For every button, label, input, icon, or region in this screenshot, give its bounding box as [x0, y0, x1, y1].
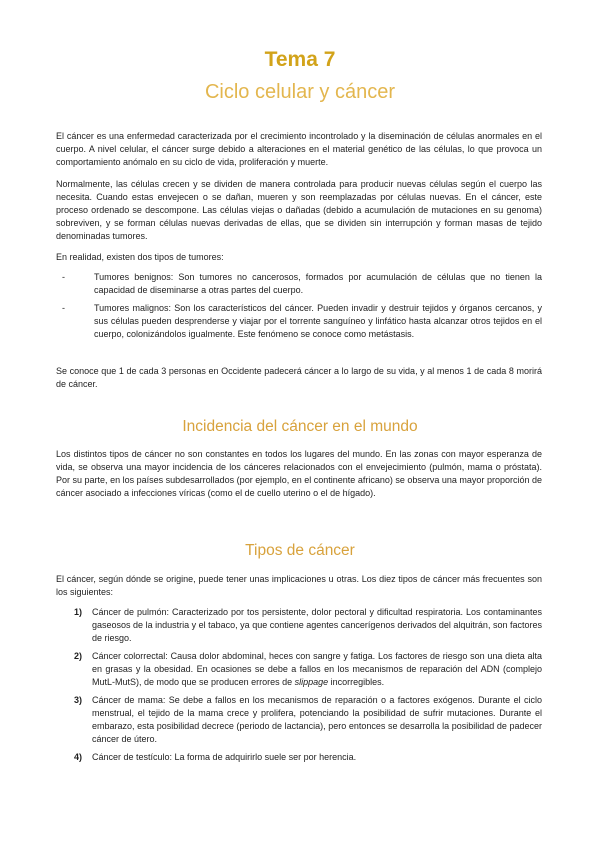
list-item-text-part: Cáncer colorrectal: Causa dolor abdominal, heces con sangre y fatiga. Los factores de riesgo son una dieta alta en grasas y la obesidad. En ocasiones se debe a fallos en los mecanismos de reparación del ADN (complejo MutL-MutS), de modo que se producen errores de	[92, 651, 542, 687]
list-number: 1)	[74, 607, 83, 617]
list-item-text: Cáncer de pulmón: Caracterizado por tos persistente, dolor pectoral y dificultad respiratoria. Los contaminantes gaseosos de la industria y el tabaco, ya que contiene agentes cancerígenos derivados del alquitrán, son factores de riesgo.	[92, 607, 542, 643]
list-item	[56, 302, 542, 341]
cancer-types-list	[56, 606, 542, 769]
list-item-emphasis: slippage	[294, 677, 329, 687]
list-item	[56, 606, 542, 645]
section-heading-tipos: Tipos de cáncer	[245, 542, 355, 559]
list-item-text: Tumores malignos: Son los característicos del cáncer. Pueden invadir y destruir tejidos y órganos cercanos, y sus células pueden desprenderse y viajar por el torrente sanguíneo y linfático hasta alcanzar otros tejidos en el cuerpo, colonizándolos igualmente. Este fenómeno se conoce como metástasis.	[94, 303, 542, 339]
intro-paragraph-3: En realidad, existen dos tipos de tumores:	[56, 252, 224, 262]
intro-paragraph-4: Se conoce que 1 de cada 3 personas en Occidente padecerá cáncer a lo largo de su vida, y al menos 1 de cada 8 morirá de cáncer.	[56, 366, 542, 389]
list-item	[56, 694, 542, 746]
list-item	[56, 650, 542, 689]
page-title: Tema 7	[264, 48, 336, 71]
list-item-text-part: incorregibles.	[328, 677, 385, 687]
list-number: 3)	[74, 695, 83, 705]
bullet-dash: -	[62, 272, 65, 282]
intro-paragraph-2: Normalmente, las células crecen y se dividen de manera controlada para producir nuevas células según el cuerpo las necesita. Cuando estas envejecen o se dañan, mueren y son reemplazadas por células nuevas. En el cáncer, este proceso ordenado se descompone. Las células viejas o dañadas (debido a acumulación de mutaciones en su genoma) sobreviven, y se forman células nuevas derivadas de ellas, que se dividen sin interrupción y forman masas de tejido denominadas tumores.	[56, 179, 542, 241]
list-item	[56, 751, 542, 764]
bullet-dash: -	[62, 303, 65, 313]
intro-paragraph-1: El cáncer es una enfermedad caracterizada por el crecimiento incontrolado y la diseminación de células anormales en el cuerpo. A nivel celular, el cáncer surge debido a alteraciones en el material genético de las células, lo que provoca un comportamiento anómalo en su ciclo de vida, proliferación y muerte.	[56, 131, 542, 167]
page-subtitle: Ciclo celular y cáncer	[204, 81, 396, 103]
list-item-text: Tumores benignos: Son tumores no cancerosos, formados por acumulación de células que no tienen la capacidad de diseminarse a otras partes del cuerpo.	[94, 272, 542, 295]
list-number: 4)	[74, 752, 83, 762]
list-item-text: Cáncer de mama: Se debe a fallos en los mecanismos de reparación o a factores exógenos. Durante el ciclo menstrual, el tejido de la mama crece y prolifera, potenciando la posibilidad de sufrir mutaciones. Durante el embarazo, esta posibilidad decrece (periodo de lactancia), pero entonces se desarrolla la posibilidad de padecer cáncer de útero.	[92, 695, 542, 744]
list-number: 2)	[74, 651, 83, 661]
incidencia-paragraph: Los distintos tipos de cáncer no son constantes en todos los lugares del mundo. En las zonas con mayor esperanza de vida, se observa una mayor incidencia de los cánceres relacionados con el envejecimiento (pulmón, mama o próstata). Por su parte, en los países subdesarrollados (por ejemplo, en el continente africano) se observa una mayor proporción de cáncer asociado a infecciones víricas (como el de cuello uterino o el de hígado).	[56, 449, 542, 498]
section-heading-incidencia: Incidencia del cáncer en el mundo	[182, 418, 418, 435]
list-item	[56, 271, 542, 297]
tipos-paragraph: El cáncer, según dónde se origine, puede tener unas implicaciones u otras. Los diez tipos de cáncer más frecuentes son los siguientes:	[56, 574, 542, 597]
list-item-text: Cáncer de testículo: La forma de adquirirlo suele ser por herencia.	[92, 752, 357, 762]
tumor-types-list	[56, 271, 542, 346]
